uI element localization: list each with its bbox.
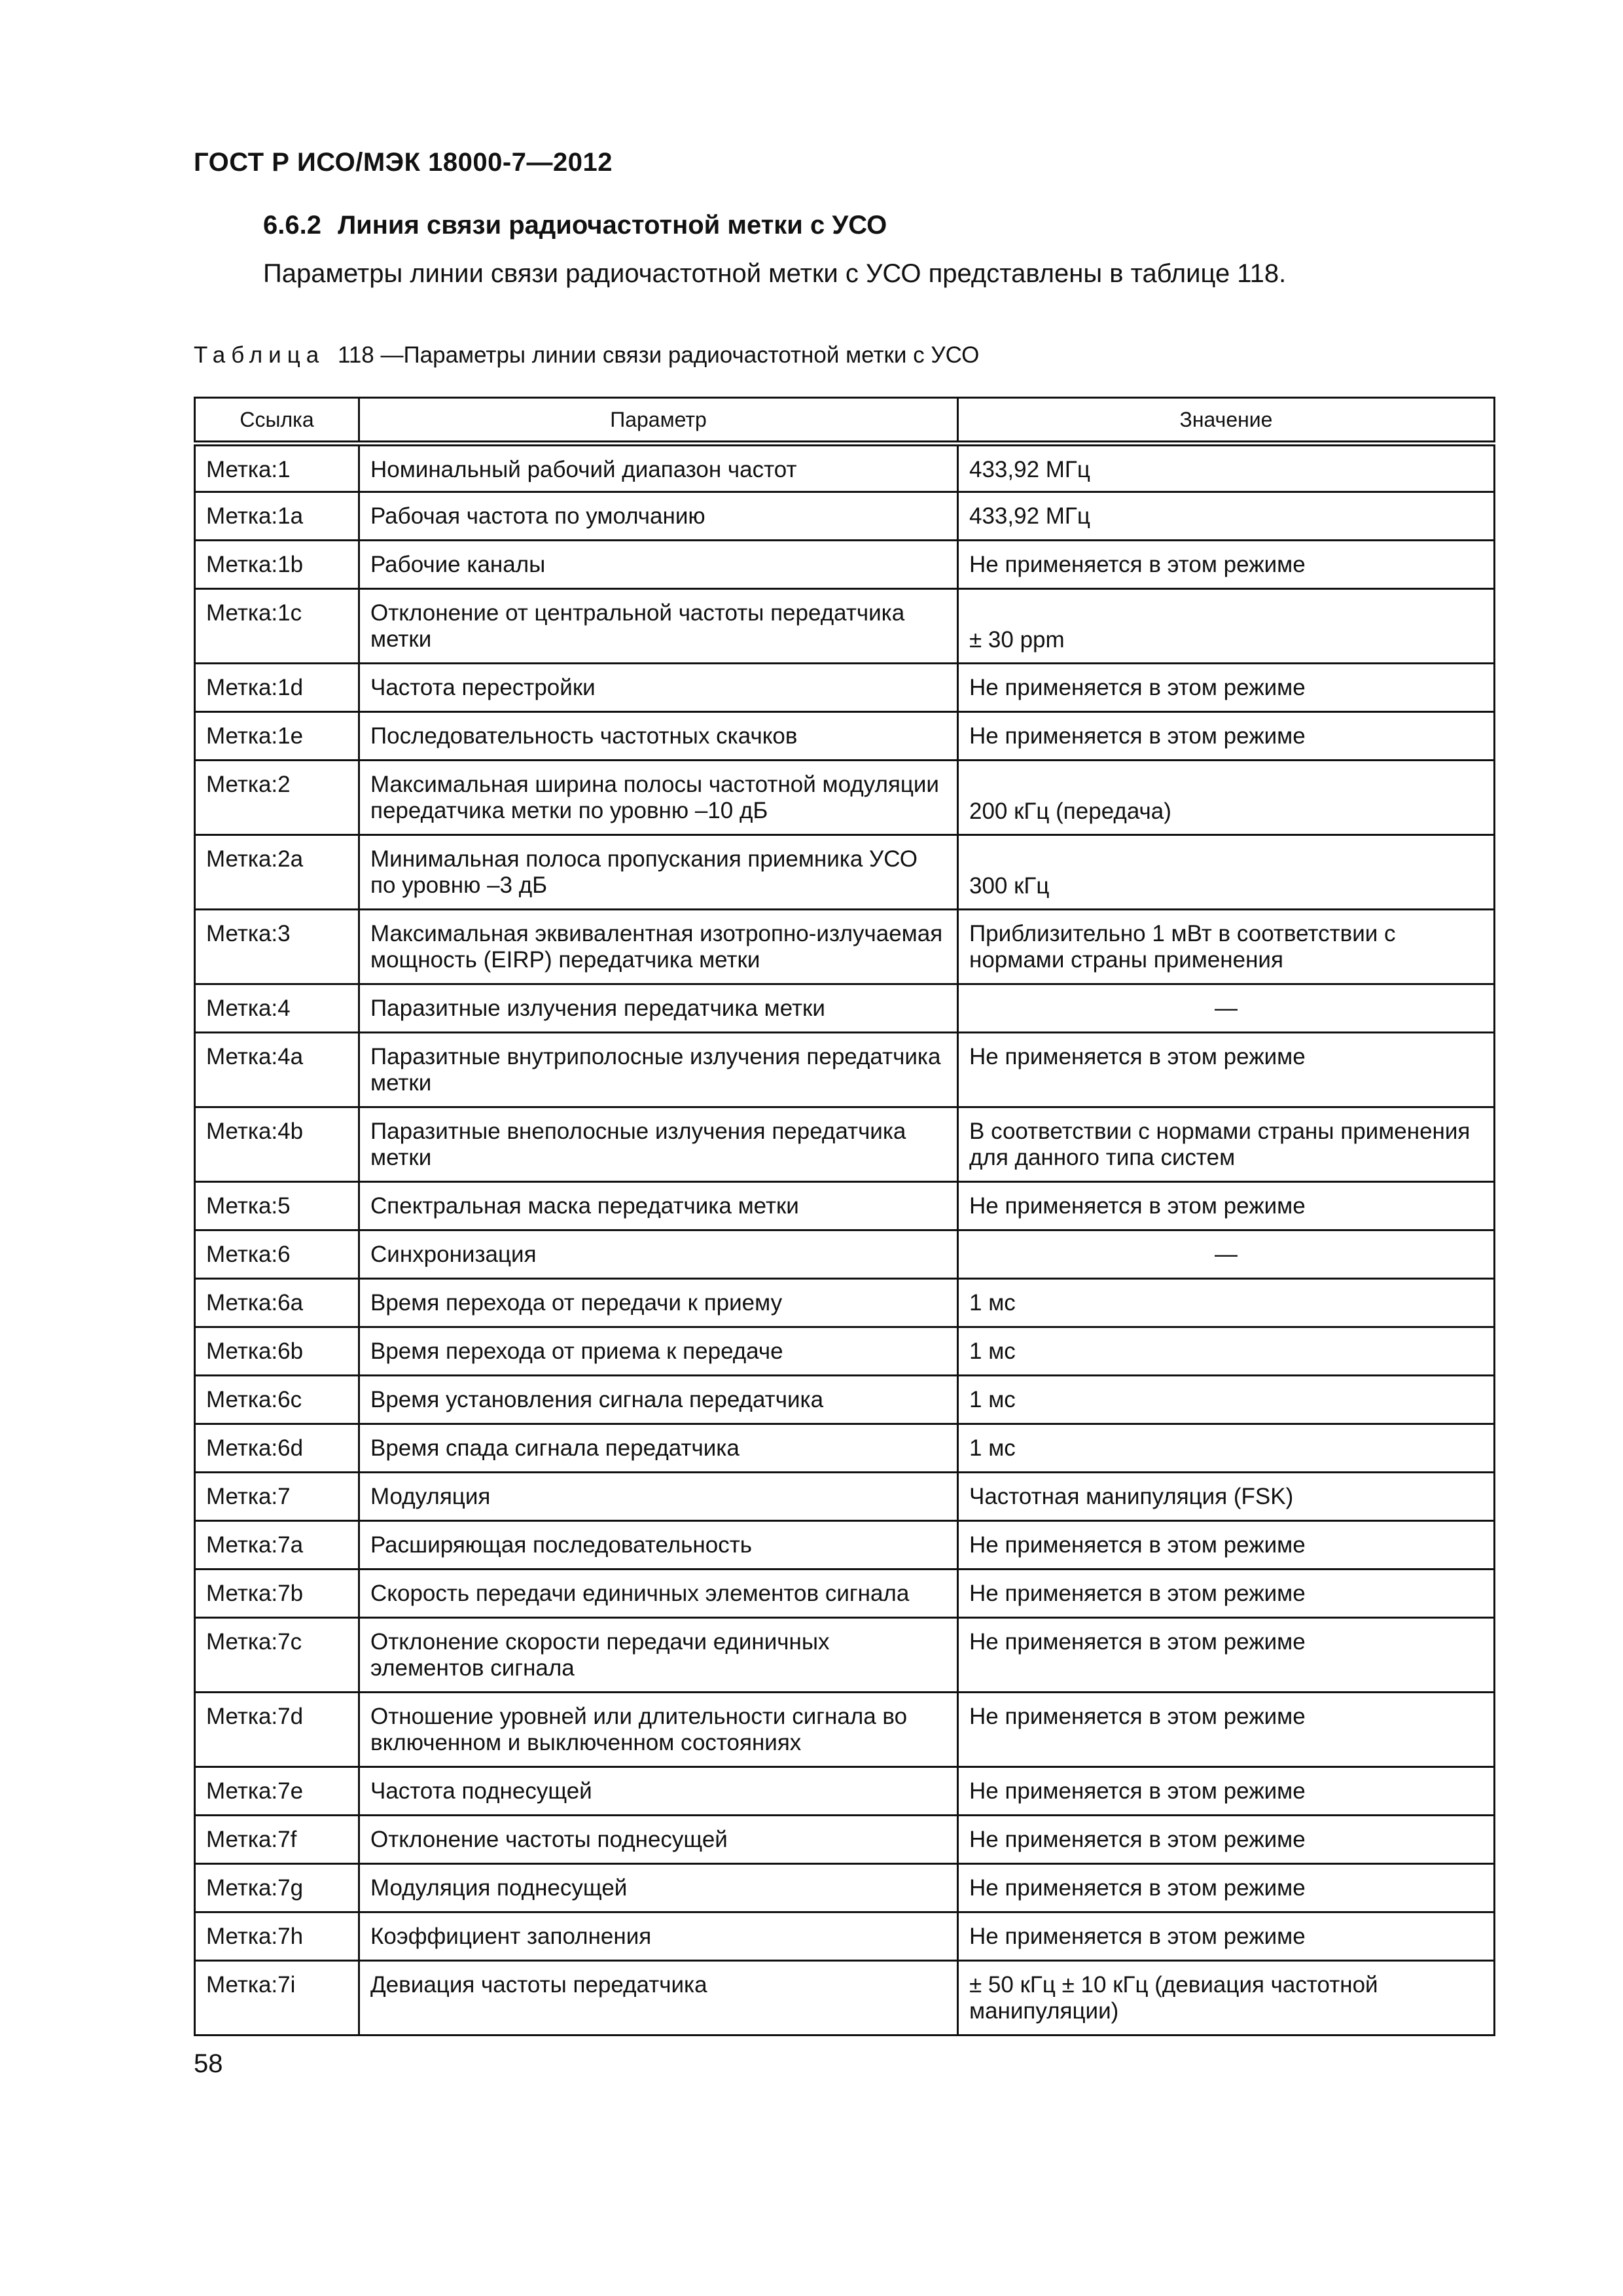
table-row [195, 910, 1495, 984]
param-cell: Коэффициент заполнения [359, 1912, 958, 1961]
ref-cell: Метка:6a [195, 1279, 359, 1327]
ref-cell: Метка:1d [195, 664, 359, 712]
table-row [195, 835, 1495, 910]
table-row [195, 589, 1495, 664]
param-cell: Модуляция поднесущей [359, 1864, 958, 1912]
param-cell: Спектральная маска передатчика метки [359, 1182, 958, 1230]
ref-cell: Метка:4a [195, 1033, 359, 1107]
param-cell: Время спада сигнала передатчика [359, 1424, 958, 1473]
table-header-row [195, 398, 1495, 444]
value-cell: Не применяется в этом режиме [958, 1182, 1495, 1230]
ref-cell: Метка:7b [195, 1570, 359, 1618]
table-caption-text: 118 —Параметры линии связи радиочастотной метки с УСО [337, 342, 980, 368]
table-row [195, 1424, 1495, 1473]
param-cell: Расширяющая последовательность [359, 1521, 958, 1570]
table-row [195, 1864, 1495, 1912]
value-cell: Не применяется в этом режиме [958, 1618, 1495, 1693]
table-row [195, 1912, 1495, 1961]
param-cell: Максимальная эквивалентная изотропно-излучаемая мощность (EIRP) передатчика метки [359, 910, 958, 984]
value-cell: Не применяется в этом режиме [958, 1816, 1495, 1864]
param-cell: Частота перестройки [359, 664, 958, 712]
ref-cell: Метка:7c [195, 1618, 359, 1693]
ref-cell: Метка:1c [195, 589, 359, 664]
ref-cell: Метка:7e [195, 1767, 359, 1816]
table-row [195, 984, 1495, 1033]
param-cell: Максимальная ширина полосы частотной модуляции передатчика метки по уровню –10 дБ [359, 761, 958, 835]
value-cell: Не применяется в этом режиме [958, 1912, 1495, 1961]
ref-cell: Метка:6b [195, 1327, 359, 1376]
param-cell: Синхронизация [359, 1230, 958, 1279]
table-caption [194, 342, 979, 368]
value-cell: 1 мс [958, 1424, 1495, 1473]
param-cell: Скорость передачи единичных элементов сигнала [359, 1570, 958, 1618]
table-row [195, 1327, 1495, 1376]
value-cell: Не применяется в этом режиме [958, 664, 1495, 712]
value-cell: 1 мс [958, 1376, 1495, 1424]
value-cell: 1 мс [958, 1327, 1495, 1376]
table-row [195, 1279, 1495, 1327]
value-cell: 433,92 МГц [958, 444, 1495, 492]
section-title: Линия связи радиочастотной метки с УСО [338, 211, 887, 240]
ref-cell: Метка:4b [195, 1107, 359, 1182]
param-cell: Отклонение частоты поднесущей [359, 1816, 958, 1864]
value-cell: ± 50 кГц ± 10 кГц (девиация частотной манипуляции) [958, 1961, 1495, 2036]
param-cell: Минимальная полоса пропускания приемника УСО по уровню –3 дБ [359, 835, 958, 910]
param-cell: Отклонение от центральной частоты передатчика метки [359, 589, 958, 664]
table-row [195, 1230, 1495, 1279]
ref-cell: Метка:7d [195, 1693, 359, 1767]
ref-cell: Метка:1b [195, 541, 359, 589]
value-cell: 1 мс [958, 1279, 1495, 1327]
ref-cell: Метка:4 [195, 984, 359, 1033]
ref-cell: Метка:3 [195, 910, 359, 984]
param-cell: Паразитные внутриполосные излучения передатчика метки [359, 1033, 958, 1107]
table-row [195, 1618, 1495, 1693]
table-row [195, 712, 1495, 761]
table-row [195, 1961, 1495, 2036]
value-cell: Приблизительно 1 мВт в соответствии с нормами страны применения [958, 910, 1495, 984]
value-cell: Не применяется в этом режиме [958, 1864, 1495, 1912]
ref-cell: Метка:7i [195, 1961, 359, 2036]
value-cell: 200 кГц (передача) [958, 761, 1495, 835]
table-row [195, 1182, 1495, 1230]
param-cell: Время перехода от приема к передаче [359, 1327, 958, 1376]
param-cell: Частота поднесущей [359, 1767, 958, 1816]
table-row [195, 1473, 1495, 1521]
table-row [195, 1107, 1495, 1182]
document-code: ГОСТ Р ИСО/МЭК 18000-7—2012 [194, 148, 613, 177]
ref-cell: Метка:7f [195, 1816, 359, 1864]
table-row [195, 1767, 1495, 1816]
value-cell: ± 30 ppm [958, 589, 1495, 664]
param-cell: Рабочая частота по умолчанию [359, 492, 958, 541]
value-cell: 300 кГц [958, 835, 1495, 910]
table-row [195, 1816, 1495, 1864]
ref-cell: Метка:1 [195, 444, 359, 492]
ref-cell: Метка:6d [195, 1424, 359, 1473]
ref-cell: Метка:2a [195, 835, 359, 910]
param-cell: Время установления сигнала передатчика [359, 1376, 958, 1424]
parameters-table [194, 397, 1495, 2036]
table-row [195, 1033, 1495, 1107]
table-row [195, 492, 1495, 541]
ref-cell: Метка:7g [195, 1864, 359, 1912]
param-cell: Паразитные внеполосные излучения передатчика метки [359, 1107, 958, 1182]
param-cell: Паразитные излучения передатчика метки [359, 984, 958, 1033]
ref-cell: Метка:6 [195, 1230, 359, 1279]
table-row [195, 761, 1495, 835]
column-header-ref: Ссылка [195, 398, 359, 444]
param-cell: Отношение уровней или длительности сигнала во включенном и выключенном состояниях [359, 1693, 958, 1767]
ref-cell: Метка:1e [195, 712, 359, 761]
param-cell: Отклонение скорости передачи единичных элементов сигнала [359, 1618, 958, 1693]
intro-paragraph: Параметры линии связи радиочастотной метки с УСО представлены в таблице 118. [263, 259, 1287, 288]
value-cell: — [958, 1230, 1495, 1279]
param-cell: Модуляция [359, 1473, 958, 1521]
table-row [195, 1376, 1495, 1424]
param-cell: Номинальный рабочий диапазон частот [359, 444, 958, 492]
column-header-value: Значение [958, 398, 1495, 444]
table-row [195, 1521, 1495, 1570]
section-heading [263, 211, 887, 240]
table-row [195, 444, 1495, 492]
ref-cell: Метка:1a [195, 492, 359, 541]
page-number: 58 [194, 2049, 223, 2078]
table-row [195, 1693, 1495, 1767]
value-cell: Не применяется в этом режиме [958, 541, 1495, 589]
value-cell: Не применяется в этом режиме [958, 712, 1495, 761]
table-caption-word: Таблица [194, 342, 325, 368]
param-cell: Девиация частоты передатчика [359, 1961, 958, 2036]
value-cell: Не применяется в этом режиме [958, 1693, 1495, 1767]
ref-cell: Метка:7 [195, 1473, 359, 1521]
value-cell: Не применяется в этом режиме [958, 1521, 1495, 1570]
table-row [195, 664, 1495, 712]
value-cell: — [958, 984, 1495, 1033]
param-cell: Рабочие каналы [359, 541, 958, 589]
param-cell: Последовательность частотных скачков [359, 712, 958, 761]
table-row [195, 541, 1495, 589]
table-row [195, 1570, 1495, 1618]
ref-cell: Метка:7a [195, 1521, 359, 1570]
value-cell: Не применяется в этом режиме [958, 1033, 1495, 1107]
ref-cell: Метка:2 [195, 761, 359, 835]
value-cell: 433,92 МГц [958, 492, 1495, 541]
ref-cell: Метка:6c [195, 1376, 359, 1424]
ref-cell: Метка:5 [195, 1182, 359, 1230]
value-cell: Не применяется в этом режиме [958, 1767, 1495, 1816]
section-number: 6.6.2 [263, 211, 321, 240]
value-cell: Не применяется в этом режиме [958, 1570, 1495, 1618]
table-body [195, 444, 1495, 2036]
value-cell: В соответствии с нормами страны применения для данного типа систем [958, 1107, 1495, 1182]
param-cell: Время перехода от передачи к приему [359, 1279, 958, 1327]
ref-cell: Метка:7h [195, 1912, 359, 1961]
value-cell: Частотная манипуляция (FSK) [958, 1473, 1495, 1521]
column-header-param: Параметр [359, 398, 958, 444]
